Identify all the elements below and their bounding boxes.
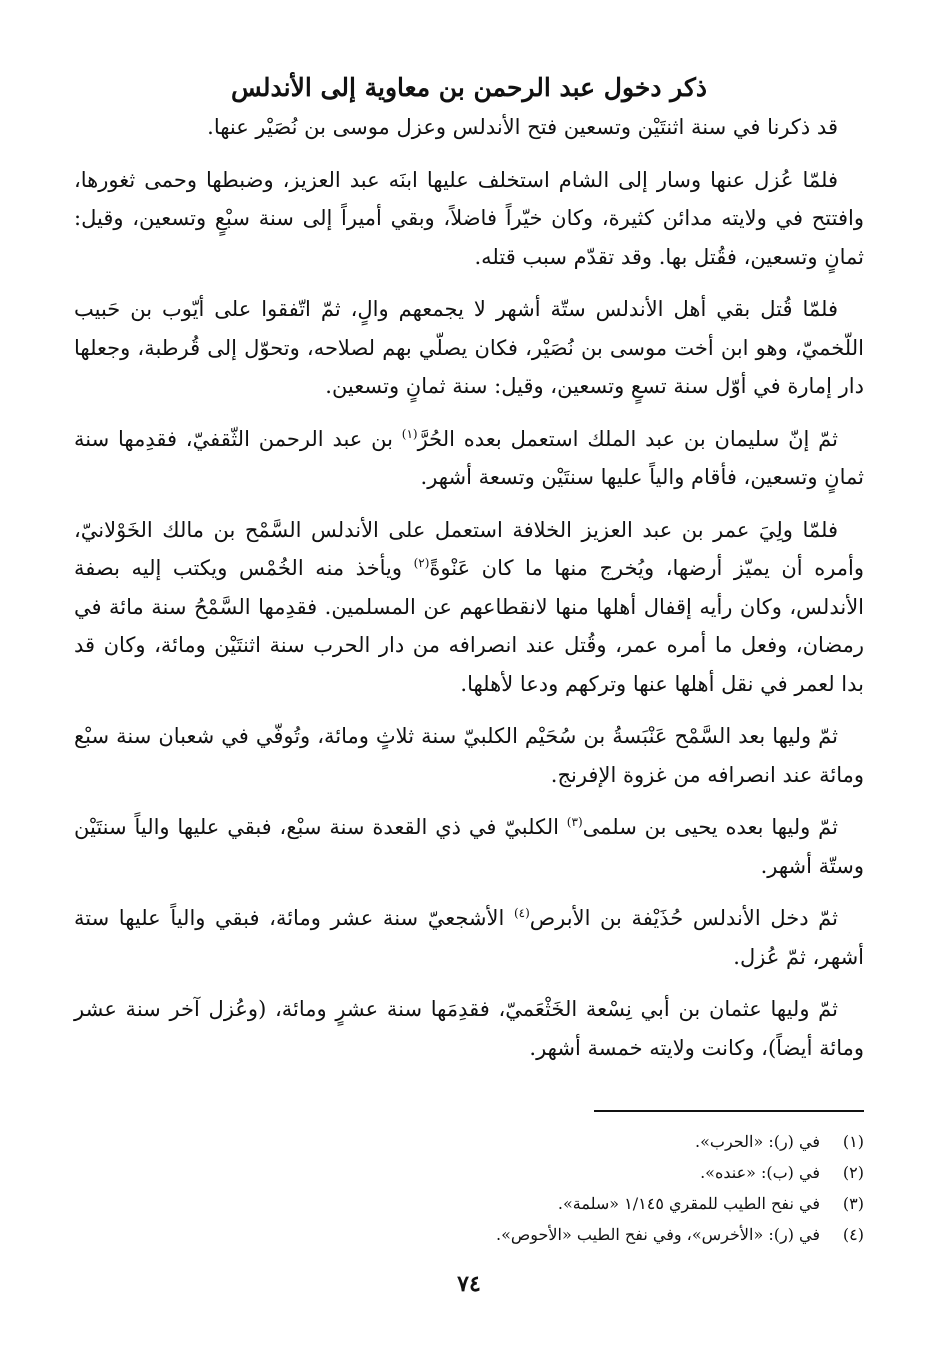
paragraph-5-text-start: فلمّا ولِيَ عمر بن عبد العزيز الخلافة استعمل على الأندلس السَّمْح بن مالك الخَوْلانيّ، وأمره أن يميّز أرضها، ويُخرج منها ما كان عَنْوةً bbox=[74, 517, 865, 580]
footnote-divider bbox=[594, 1110, 864, 1112]
paragraph-7-text-end: الكلبيّ في ذي القعدة سنة سبْع، فبقي عليها والياً سنتَيْن وستّة أشهر. bbox=[74, 815, 864, 878]
footnotes bbox=[74, 1126, 864, 1250]
footnote-1 bbox=[74, 1126, 864, 1157]
footnote-ref-2: (٢) bbox=[413, 556, 430, 570]
footnote-number: (١) bbox=[842, 1132, 864, 1151]
paragraph-8-text-start: ثمّ دخل الأندلس حُذَيْفة بن الأبرص bbox=[529, 906, 838, 930]
paragraph-4 bbox=[74, 420, 864, 497]
footnote-ref-1: (١) bbox=[401, 426, 418, 441]
footnote-number: (٣) bbox=[842, 1194, 864, 1213]
paragraph-1: قد ذكرنا في سنة اثنتَيْن وتسعين فتح الأندلس وعزل موسى بن نُصَيْر عنها. bbox=[207, 115, 838, 139]
footnote-number: (٤) bbox=[842, 1225, 864, 1244]
footnote-text: في (ر): «الأخرس»، وفي نفح الطيب «الأحوص». bbox=[496, 1225, 820, 1244]
paragraph-3: فلمّا قُتل بقي أهل الأندلس ستّة أشهر لا يجمعهم والٍ، ثمّ اتّفقوا على أيّوب بن حَبيب اللّخميّ، وهو ابن أخت موسى بن نُصَيْر، فكان يصلّي بهم لصلاحه، وتحوّل إلى قُرطبة، وجعلها دار إمارة في أوّل سنة تسعٍ وتسعين، وقيل: سنة ثمانٍ وتسعين. bbox=[74, 297, 864, 398]
chapter-title: ذكر دخول عبد الرحمن بن معاوية إلى الأندلس bbox=[231, 73, 707, 102]
footnote-ref-4: (٤) bbox=[513, 906, 530, 920]
paragraph-6: ثمّ وليها بعد السَّمْح عَنْبَسةُ بن سُحَيْم الكلبيّ سنة ثلاثٍ ومائة، وتُوفّي في شعبان سنة سبْع ومائة عند انصرافه من غزوة الإفرنج. bbox=[74, 724, 864, 787]
footnote-text: في (ب): «عنده». bbox=[700, 1163, 820, 1182]
paragraph-7-text-start: ثمّ وليها بعده يحيى بن سلمى bbox=[582, 815, 838, 839]
book-page bbox=[74, 68, 864, 1348]
paragraph-4-text-end: بن عبد الرحمن الثّقفيّ، فقدِمها سنة ثمانٍ وتسعين، فأقام والياً عليها سنتَيْن وتسعة أشهر. bbox=[74, 426, 864, 489]
footnote-text: في (ر): «الحرب». bbox=[695, 1132, 820, 1151]
paragraph-9: ثمّ وليها عثمان بن أبي نِسْعة الخَثْعَميّ، فقدِمَها سنة عشرٍ ومائة، (وعُزل آخر سنة عشر ومائة أيضاً)، وكانت ولايته خمسة أشهر. bbox=[74, 997, 864, 1060]
footnote-text: في نفح الطيب للمقري ١/١٤٥ «سلمة». bbox=[557, 1194, 820, 1213]
footnote-ref-3: (٣) bbox=[566, 815, 583, 829]
paragraph-8 bbox=[74, 899, 864, 976]
paragraph-5 bbox=[74, 511, 864, 704]
paragraph-7 bbox=[74, 808, 864, 885]
page-number: ٧٤ bbox=[457, 1271, 481, 1297]
footnote-3 bbox=[74, 1188, 864, 1219]
footnote-4 bbox=[74, 1219, 864, 1250]
paragraph-8-text-end: الأشجعيّ سنة عشر ومائة، فبقي والياً عليها ستة أشهر، ثمّ عُزل. bbox=[74, 906, 864, 969]
paragraph-5-text-end: ويأخذ منه الخُمْس ويكتب إليه بصفة الأندلس، وكان رأيه إقفال أهلها منها لانقطاعهم عن المسلمين. فقدِمها السَّمْحُ سنة مائة في رمضان، وفعل ما أمره عمر، وقُتل عند انصرافه من دار الحرب سنة اثنتَيْن ومائة، وكان قد بدا لعمر في نقل أهلها عنها وتركهم ودعا لأهلها. bbox=[74, 556, 864, 696]
paragraph-4-text-start: ثمّ إنّ سليمان بن عبد الملك استعمل بعده الحُرَّ bbox=[417, 426, 839, 451]
footnote-number: (٢) bbox=[842, 1163, 864, 1182]
footnote-2 bbox=[74, 1157, 864, 1188]
paragraph-2: فلمّا عُزل عنها وسار إلى الشام استخلف عليها ابنَه عبد العزيز، وضبطها وحمى ثغورها، وافتتح في ولايته مدائن كثيرة، وكان خيّراً فاضلاً، وبقي أميراً إلى سنة سبْعٍ وتسعين، وقيل: ثمانٍ وتسعين، فقُتل بها. وقد تقدّم سبب قتله. bbox=[74, 167, 864, 269]
